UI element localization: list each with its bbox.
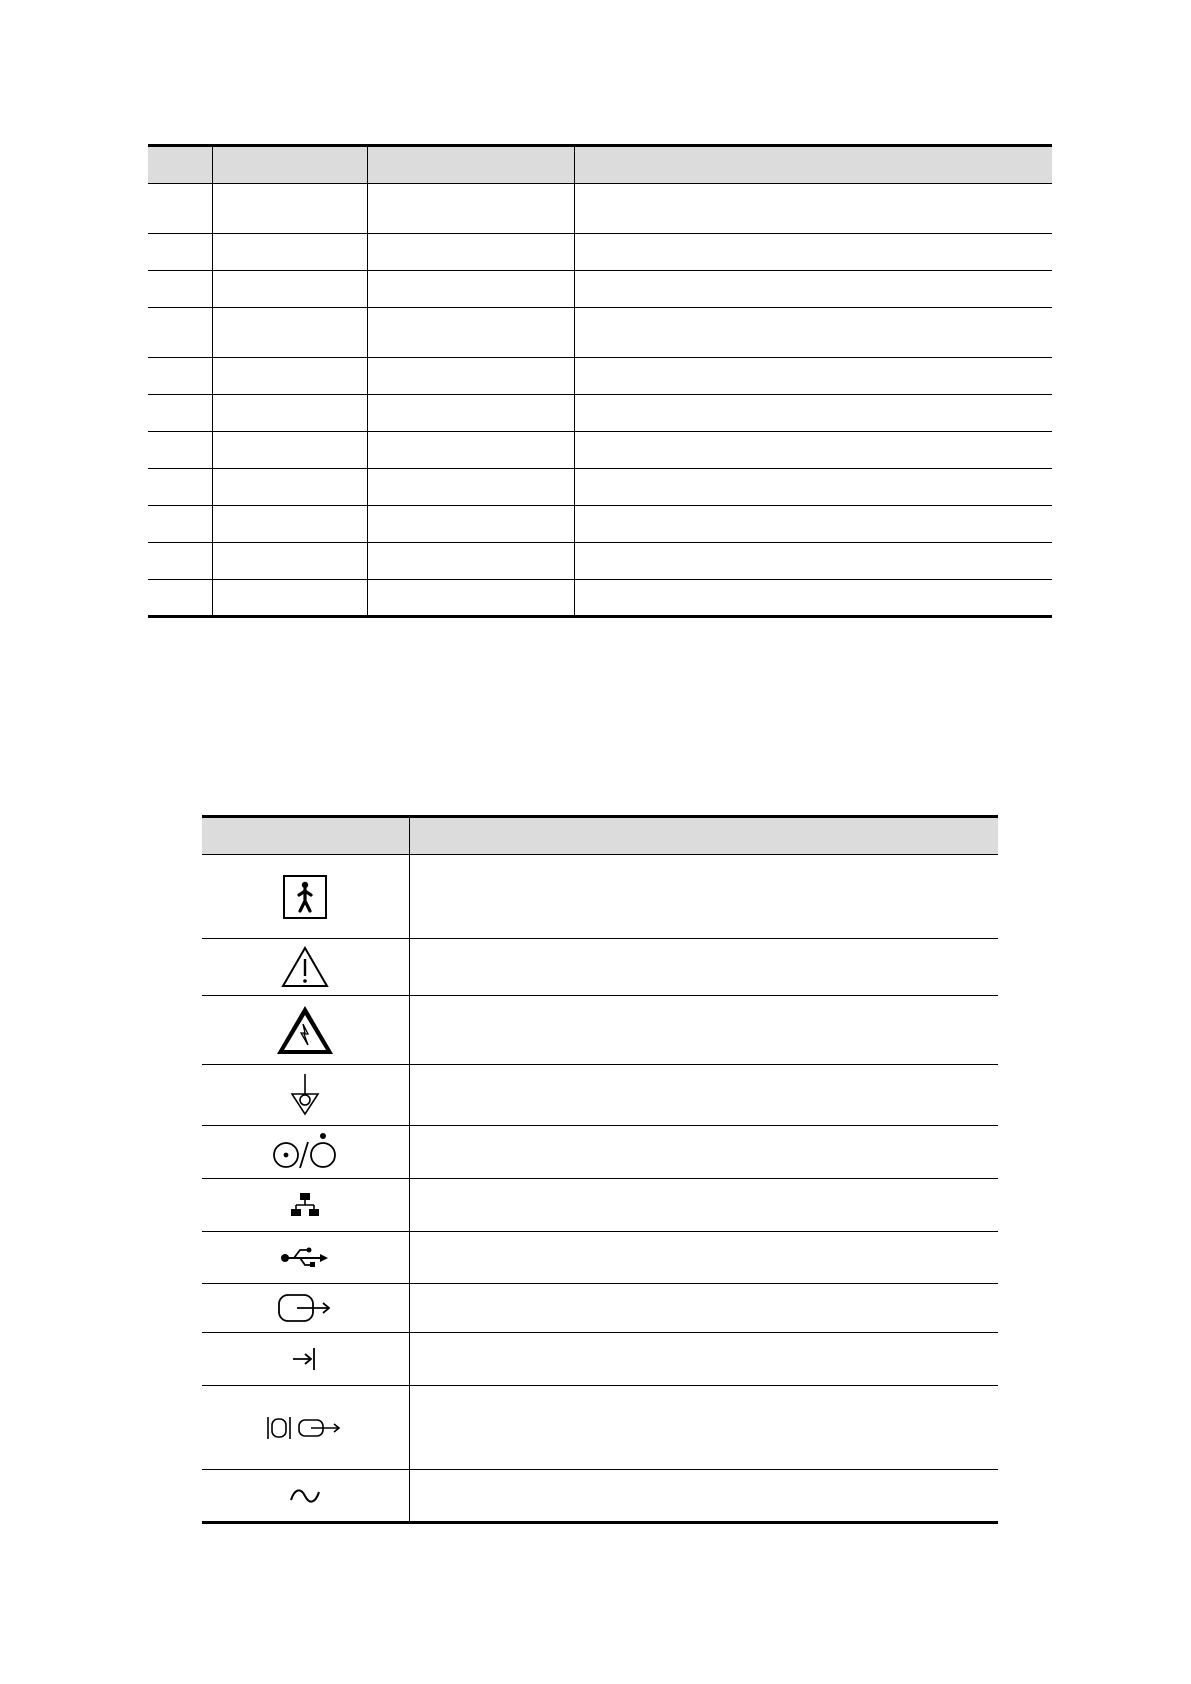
symbol-cell <box>202 1232 409 1284</box>
symbol-description <box>409 1126 998 1179</box>
table-cell <box>212 308 367 358</box>
table-cell <box>148 308 212 358</box>
table-cell <box>212 432 367 469</box>
table-row <box>202 1284 998 1333</box>
table-row <box>148 184 1052 234</box>
signal-input-icon <box>291 1345 319 1373</box>
symbol-description <box>409 1333 998 1386</box>
table-row <box>202 1232 998 1284</box>
symbols-table <box>202 815 998 1524</box>
table-cell <box>212 234 367 271</box>
network-port-icon <box>290 1191 320 1219</box>
table-cell <box>367 395 574 432</box>
symbol-description <box>409 939 998 996</box>
symbol-cell <box>202 1284 409 1333</box>
table-cell <box>367 358 574 395</box>
table-cell <box>212 271 367 308</box>
table-row <box>202 939 998 996</box>
symbol-description <box>409 996 998 1065</box>
table-cell <box>212 543 367 580</box>
table-row <box>148 234 1052 271</box>
table-row <box>148 580 1052 617</box>
table-cell <box>148 234 212 271</box>
symbol-description <box>409 1386 998 1470</box>
header-cell <box>148 146 212 184</box>
table-cell <box>574 184 1052 234</box>
equipotentiality-icon <box>288 1072 322 1118</box>
table-cell <box>574 271 1052 308</box>
usb-port-icon <box>280 1245 330 1271</box>
type-bf-applied-part-icon <box>282 874 328 920</box>
table-row <box>148 395 1052 432</box>
symbol-description <box>409 855 998 939</box>
alternating-current-icon <box>289 1486 321 1506</box>
table-cell <box>148 184 212 234</box>
header-cell <box>212 146 367 184</box>
symbol-cell <box>202 939 409 996</box>
symbol-cell <box>202 1470 409 1523</box>
table-cell <box>212 469 367 506</box>
table-row <box>202 1179 998 1232</box>
table-cell <box>367 234 574 271</box>
table-row <box>148 469 1052 506</box>
table-cell <box>148 506 212 543</box>
table-row <box>148 271 1052 308</box>
table-row <box>148 506 1052 543</box>
table-cell <box>148 432 212 469</box>
table-row <box>202 1386 998 1470</box>
table-cell <box>574 506 1052 543</box>
table-cell <box>367 308 574 358</box>
table-cell <box>574 432 1052 469</box>
symbol-description <box>409 1470 998 1523</box>
table-cell <box>574 358 1052 395</box>
table-row <box>148 543 1052 580</box>
power-on-off-icon <box>272 1132 338 1172</box>
symbol-description <box>409 1284 998 1333</box>
symbol-description <box>409 1179 998 1232</box>
symbol-cell <box>202 996 409 1065</box>
symbol-cell <box>202 855 409 939</box>
header-cell <box>574 146 1052 184</box>
table-cell <box>574 395 1052 432</box>
table-cell <box>367 506 574 543</box>
symbol-description <box>409 1065 998 1126</box>
table-cell <box>148 543 212 580</box>
print-remote-video-icon <box>265 1414 345 1442</box>
table-cell <box>148 271 212 308</box>
symbol-cell <box>202 1179 409 1232</box>
symbol-cell <box>202 1386 409 1470</box>
table-row <box>202 1470 998 1523</box>
table-cell <box>574 580 1052 617</box>
table-row <box>202 855 998 939</box>
table-cell <box>574 308 1052 358</box>
table-cell <box>367 580 574 617</box>
video-output-icon <box>277 1292 333 1324</box>
table-cell <box>148 358 212 395</box>
table-row <box>202 1333 998 1386</box>
table-cell <box>212 580 367 617</box>
table-cell <box>148 469 212 506</box>
table-cell <box>212 506 367 543</box>
table-row <box>202 996 998 1065</box>
table-row <box>148 308 1052 358</box>
table-cell <box>367 271 574 308</box>
table-cell <box>367 469 574 506</box>
symbol-cell <box>202 1126 409 1179</box>
table-cell <box>574 469 1052 506</box>
dangerous-voltage-icon <box>275 1004 335 1056</box>
caution-triangle-icon <box>281 946 329 988</box>
table-cell <box>148 580 212 617</box>
table-cell <box>148 395 212 432</box>
table-row <box>202 1065 998 1126</box>
header-cell <box>409 817 998 855</box>
table-cell <box>574 234 1052 271</box>
symbol-description <box>409 1232 998 1284</box>
table-cell <box>367 432 574 469</box>
symbol-cell <box>202 1065 409 1126</box>
table-cell <box>212 395 367 432</box>
header-cell <box>202 817 409 855</box>
table-row <box>148 432 1052 469</box>
table-cell <box>212 184 367 234</box>
table-cell <box>367 543 574 580</box>
table-cell <box>367 184 574 234</box>
table-header-row <box>202 817 998 855</box>
table-cell <box>574 543 1052 580</box>
table-row <box>202 1126 998 1179</box>
table-header-row <box>148 146 1052 184</box>
symbol-cell <box>202 1333 409 1386</box>
header-cell <box>367 146 574 184</box>
specification-table <box>148 144 1052 618</box>
table-row <box>148 358 1052 395</box>
table-cell <box>212 358 367 395</box>
